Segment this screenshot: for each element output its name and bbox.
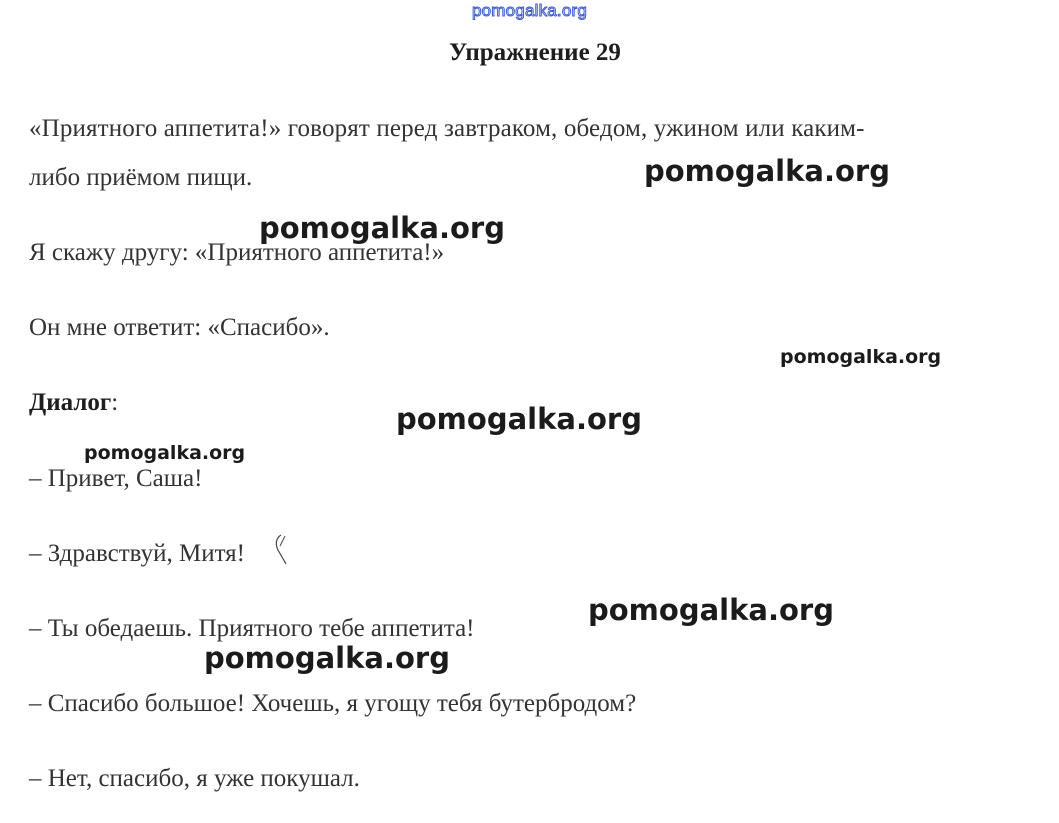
- dialog-line-1: – Привет, Саша!: [29, 465, 203, 492]
- dialog-line-3: – Ты обедаешь. Приятного тебе аппетита!: [29, 615, 475, 642]
- pen-mark-icon: [272, 532, 292, 566]
- dialog-line-4: – Спасибо большое! Хочешь, я угощу тебя бутербродом?: [29, 690, 637, 717]
- watermark: pomogalka.org: [204, 641, 450, 675]
- example-line-2: Он мне ответит: «Спасибо».: [29, 314, 330, 341]
- watermark: pomogalka.org: [644, 154, 890, 188]
- example-line-1: Я скажу другу: «Приятного аппетита!»: [29, 239, 445, 266]
- site-header-link[interactable]: pomogalka.org: [471, 1, 588, 20]
- exercise-title: Упражнение 29: [449, 39, 621, 66]
- watermark: pomogalka.org: [780, 346, 942, 368]
- watermark: pomogalka.org: [588, 593, 834, 627]
- intro-line-2: либо приёмом пищи.: [29, 164, 253, 191]
- dialog-heading-label: Диалог: [29, 389, 112, 416]
- intro-line-1: «Приятного аппетита!» говорят перед завтраком, обедом, ужином или каким-: [29, 115, 865, 142]
- dialog-heading: [29, 388, 118, 418]
- watermark: pomogalka.org: [84, 442, 246, 464]
- dialog-heading-colon: :: [111, 389, 119, 416]
- dialog-line-5: – Нет, спасибо, я уже покушал.: [29, 765, 360, 792]
- dialog-line-2: – Здравствуй, Митя!: [29, 540, 246, 567]
- watermark: pomogalka.org: [396, 402, 642, 436]
- watermark: pomogalka.org: [259, 211, 505, 245]
